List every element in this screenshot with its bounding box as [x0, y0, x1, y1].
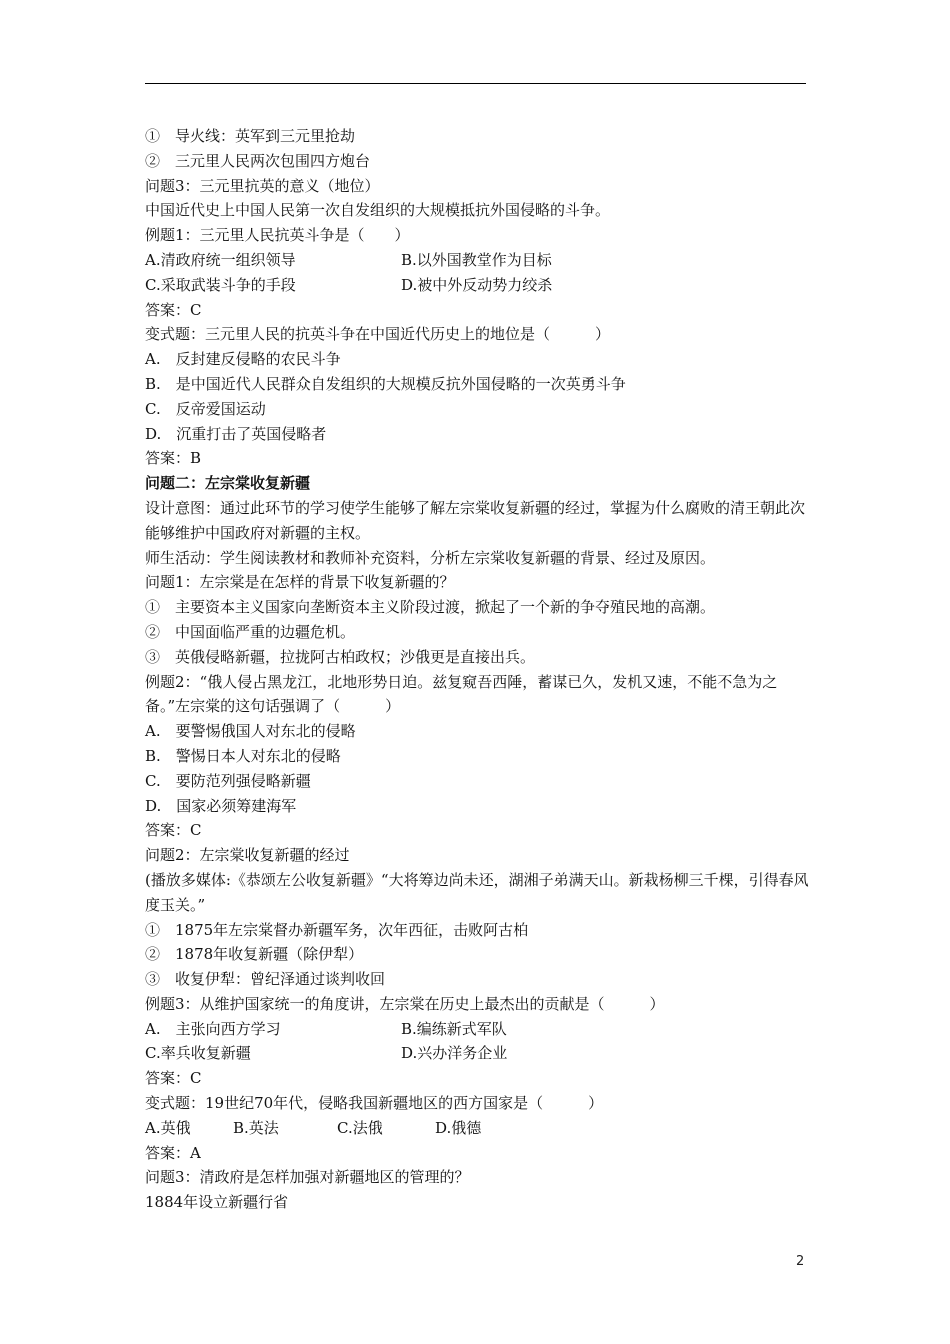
answer: 答案：C: [145, 300, 202, 319]
option: D.兴办洋务企业: [401, 1044, 508, 1063]
option: A.清政府统一组织领导: [145, 250, 296, 269]
example-question: 例题2：“俄人侵占黑龙江，北地形势日迫。兹复窥吾西陲，蓄谋已久，发机又速，不能不急为之备。”左宗棠的这句话强调了（ ）: [145, 672, 778, 716]
option: A.英俄: [145, 1118, 191, 1137]
option-row: [145, 248, 813, 273]
option: C.法俄: [337, 1118, 383, 1137]
option: B. 是中国近代人民群众自发组织的大规模反抗外国侵略的一次英勇斗争: [145, 374, 626, 393]
text-line: 1884年设立新疆行省: [145, 1193, 289, 1212]
page-number: 2: [796, 1254, 805, 1269]
option: B. 警惕日本人对东北的侵略: [145, 746, 341, 765]
option: B.以外国教堂作为目标: [401, 250, 552, 269]
variant-question: 变式题：19世纪70年代，侵略我国新疆地区的西方国家是（ ）: [145, 1094, 604, 1113]
answer: 答案：C: [145, 821, 202, 840]
example-question: 例题3：从维护国家统一的角度讲，左宗棠在历史上最杰出的贡献是（ ）: [145, 994, 665, 1013]
point: ① 主要资本主义国家向垄断资本主义阶段过渡，掀起了一个新的争夺殖民地的高潮。: [145, 598, 716, 617]
question-heading: 问题2：左宗棠收复新疆的经过: [145, 846, 350, 865]
point: ① 1875年左宗棠督办新疆军务，次年西征，击败阿古柏: [145, 920, 529, 939]
answer: 答案：C: [145, 1069, 202, 1088]
example-question: 例题1：三元里人民抗英斗争是（ ）: [145, 226, 410, 245]
option: B.英法: [233, 1118, 279, 1137]
point: ② 1878年收复新疆（除伊犁）: [145, 945, 364, 964]
answer: 答案：A: [145, 1143, 201, 1162]
answer: 答案：B: [145, 449, 202, 468]
option: C.采取武装斗争的手段: [145, 275, 296, 294]
option: A. 主张向西方学习: [145, 1019, 281, 1038]
option: A. 反封建反侵略的农民斗争: [145, 350, 341, 369]
point: ③ 收复伊犁：曾纪泽通过谈判收回: [145, 970, 386, 989]
option: D. 国家必须筹建海军: [145, 796, 297, 815]
option: C. 反帝爱国运动: [145, 399, 266, 418]
option: B.编练新式军队: [401, 1019, 507, 1038]
option: D. 沉重打击了英国侵略者: [145, 424, 327, 443]
question-heading: 问题3：清政府是怎样加强对新疆地区的管理的？: [145, 1168, 470, 1187]
option: D.被中外反动势力绞杀: [401, 275, 553, 294]
section-title: 问题二：左宗棠收复新疆: [145, 474, 311, 493]
point: ② 中国面临严重的边疆危机。: [145, 622, 356, 641]
option-row: [145, 1041, 813, 1066]
option: A. 要警惕俄国人对东北的侵略: [145, 722, 356, 741]
point: ③ 英俄侵略新疆，拉拢阿古柏政权；沙俄更是直接出兵。: [145, 647, 536, 666]
question-heading: 问题1：左宗棠是在怎样的背景下收复新疆的？: [145, 573, 455, 592]
option-row: [145, 273, 813, 298]
text-line: ② 三元里人民两次包围四方炮台: [145, 151, 371, 170]
activity: 师生活动：学生阅读教材和教师补充资料，分析左宗棠收复新疆的背景、经过及原因。: [145, 548, 716, 567]
option: C. 要防范列强侵略新疆: [145, 771, 311, 790]
option: C.率兵收复新疆: [145, 1044, 251, 1063]
question-heading: 问题3：三元里抗英的意义（地位）: [145, 176, 380, 195]
media-note: (播放多媒体:《恭颂左公收复新疆》“大将筹边尚未还，湖湘子弟满天山。新栽杨柳三千棵，引得春风度玉关。”: [145, 870, 809, 914]
header-rule: [145, 83, 806, 84]
option-row: [145, 1116, 813, 1141]
text-line: ① 导火线：英军到三元里抢劫: [145, 127, 356, 145]
option: D.俄德: [435, 1118, 482, 1137]
design-intent: 设计意图：通过此环节的学习使学生能够了解左宗棠收复新疆的经过，掌握为什么腐败的清王朝此次能够维护中国政府对新疆的主权。: [145, 498, 806, 542]
text-line: 中国近代史上中国人民第一次自发组织的大规模抵抗外国侵略的斗争。: [145, 201, 611, 220]
page-content: [145, 124, 813, 1215]
variant-question: 变式题：三元里人民的抗英斗争在中国近代历史上的地位是（ ）: [145, 325, 611, 344]
option-row: [145, 1017, 813, 1042]
